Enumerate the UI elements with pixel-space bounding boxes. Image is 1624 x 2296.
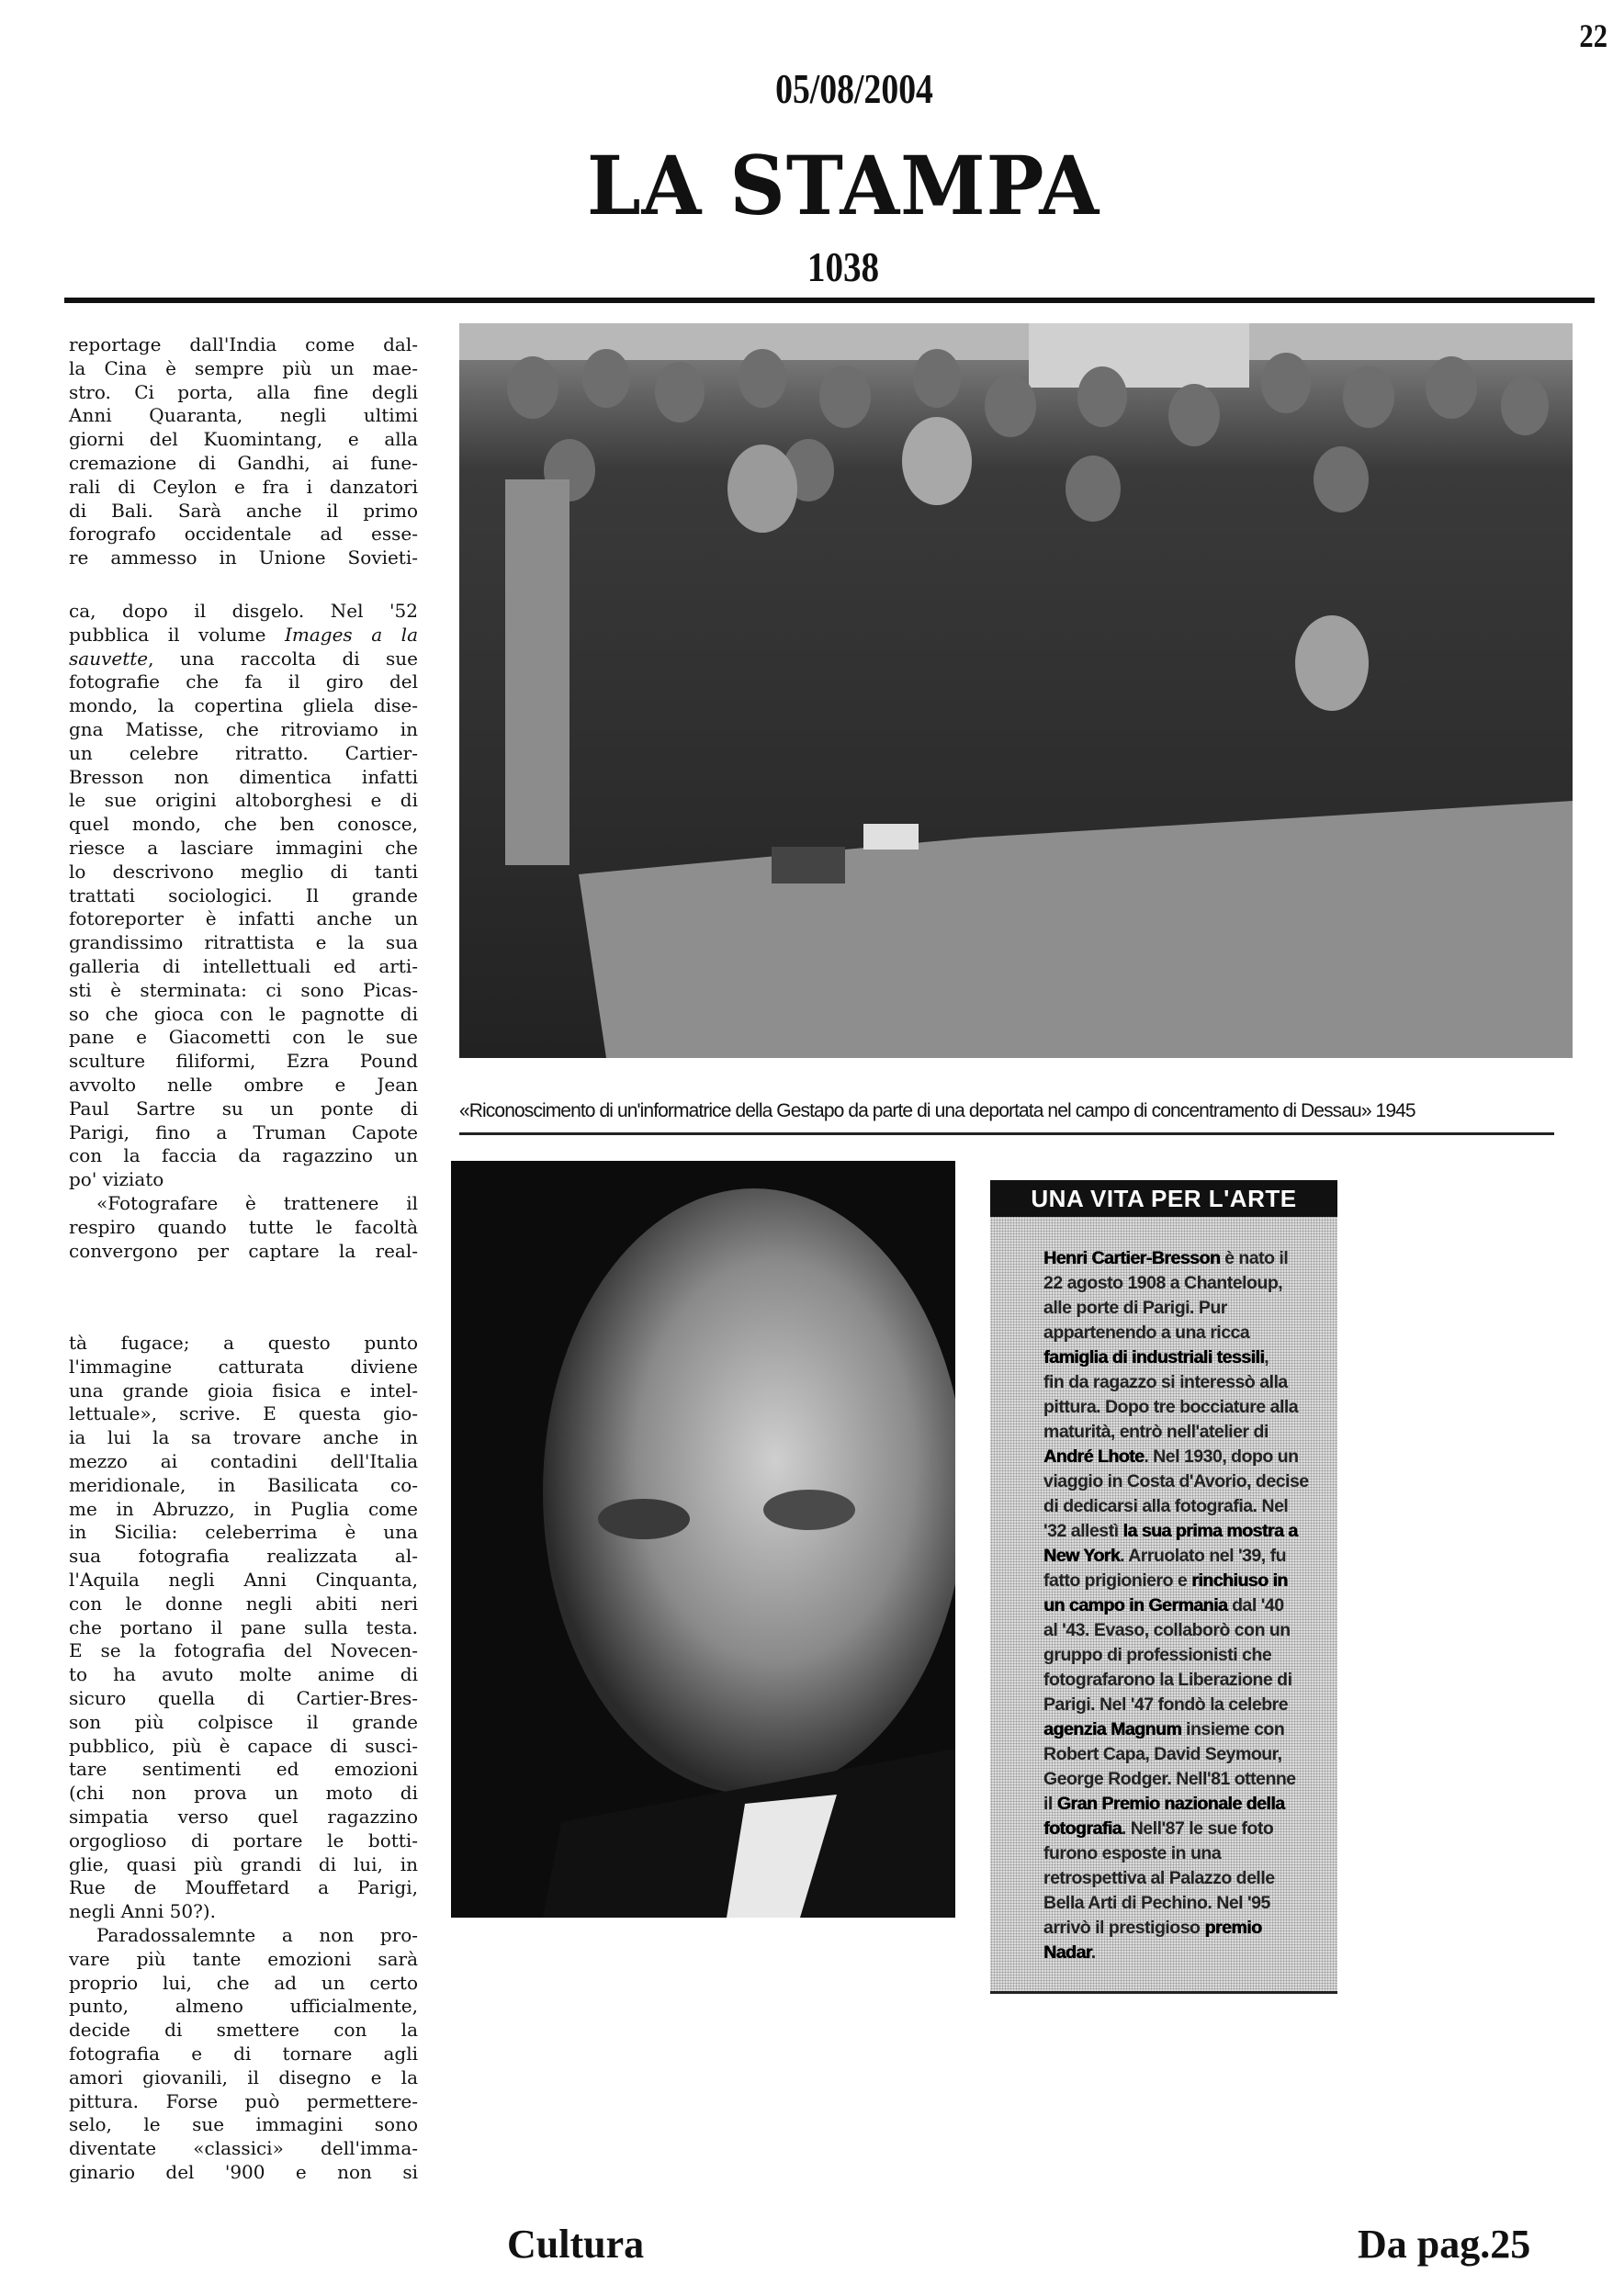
bold-text: Henri Cartier-Bresson: [1043, 1248, 1221, 1268]
text-line: simpatia verso quel ragazzino: [69, 1805, 418, 1828]
text-line: una grande gioia fisica e intel-: [69, 1379, 418, 1401]
text-line: pane e Giacometti con le sue: [69, 1026, 418, 1049]
text-line: viaggio in Costa d'Avorio, decise: [1043, 1471, 1309, 1491]
text-line: gna Matisse, che ritroviamo in: [69, 717, 418, 740]
article-column-block-1: [69, 333, 418, 570]
text-line: sti è sterminata: ci sono Picas-: [69, 978, 418, 1001]
bold-text: la sua prima mostra a: [1122, 1521, 1298, 1541]
text-line: tà fugace; a questo punto: [69, 1332, 418, 1354]
bold-text: rinchiuso in: [1191, 1570, 1288, 1591]
text-line: con la faccia da ragazzino un: [69, 1144, 418, 1167]
text-line: mezzo ai contadini dell'Italia: [69, 1449, 418, 1472]
text-segment: insieme con: [1181, 1719, 1285, 1739]
text-line: fotografarono la Liberazione di: [1043, 1670, 1292, 1690]
sidebar-title: UNA VITA PER L'ARTE: [990, 1180, 1337, 1217]
issue-number: 1038: [806, 243, 880, 290]
italic-text: Images a la: [285, 623, 418, 646]
text-line: stro. Ci porta, alla fine degli: [69, 380, 418, 403]
text-line: glie, quasi più grandi di lui, in: [69, 1852, 418, 1875]
text-line: fin da ragazzo si interessò alla: [1043, 1372, 1288, 1392]
text-line: (chi non prova un moto di: [69, 1782, 418, 1805]
text-line: pittura. Dopo tre bocciature alla: [1043, 1397, 1299, 1417]
text-line: decide di smettere con la: [69, 2019, 418, 2042]
text-line: pubblico, più è capace di susci-: [69, 1734, 418, 1757]
text-segment: .: [1090, 1942, 1096, 1963]
text-line: [1043, 1717, 1333, 1742]
text-line: [1043, 1544, 1333, 1569]
text-line: meridionale, in Basilicata co-: [69, 1473, 418, 1496]
text-line: che portano il pane sulla testa.: [69, 1615, 418, 1638]
text-line: [69, 647, 418, 671]
text-line: giorni del Kuomintang, e alla: [69, 428, 418, 451]
bold-text: fotografia: [1043, 1818, 1122, 1839]
text-line: l'immagine catturata diviene: [69, 1355, 418, 1378]
bold-text: premio: [1204, 1918, 1262, 1938]
text-line: respiro quando tutte le facoltà: [69, 1215, 418, 1238]
photo-caption: «Riconoscimento di un'informatrice della Gestapo da parte di una deportata nel campo di concentramento di Dessau» 1945: [459, 1100, 1415, 1121]
text-line: [1043, 1569, 1333, 1593]
text-line: son più colpisce il grande: [69, 1710, 418, 1733]
sidebar-body: [1043, 1246, 1333, 1965]
text-line: riesce a lasciare immagini che: [69, 836, 418, 859]
text-segment: arrivò il prestigioso: [1043, 1918, 1205, 1938]
text-line: di dedicarsi alla fotografia. Nel: [1043, 1496, 1289, 1516]
text-segment: è nato il: [1220, 1248, 1289, 1268]
footer-page-reference: Da pag.25: [1358, 2222, 1531, 2267]
text-line: George Rodger. Nell'81 ottenne: [1043, 1769, 1296, 1789]
bold-text: Gran Premio nazionale della: [1056, 1794, 1285, 1814]
text-line: negli Anni 50?).: [69, 1900, 216, 1923]
text-line: so che gioca con le pagnotte di: [69, 1002, 418, 1025]
text-line: po' viziato: [69, 1168, 164, 1191]
text-line: E se la fotografia del Novecen-: [69, 1639, 418, 1662]
text-line: amori giovanili, il disegno e la: [69, 2065, 418, 2088]
text-line: maturità, entrò nell'atelier di: [1043, 1422, 1269, 1442]
text-line: l'Aquila negli Anni Cinquanta,: [69, 1568, 418, 1591]
text-line: Bella Arti di Pechino. Nel '95: [1043, 1893, 1270, 1913]
bold-text: agenzia Magnum: [1043, 1719, 1182, 1739]
text-line: appartenendo a una ricca: [1043, 1322, 1250, 1343]
text-line: un celebre ritratto. Cartier-: [69, 741, 418, 764]
bold-text: famiglia di industriali tessili: [1043, 1347, 1265, 1367]
bold-text: Nadar: [1043, 1942, 1091, 1963]
bold-text: un campo in Germania: [1043, 1595, 1228, 1615]
text-segment: pubblica il volume: [69, 623, 285, 646]
text-segment: fatto prigioniero e: [1043, 1570, 1192, 1591]
biography-sidebar: [990, 1180, 1337, 1994]
caption-rule: [459, 1132, 1554, 1135]
text-line: cremazione di Gandhi, ai fune-: [69, 451, 418, 474]
text-line: le sue origini altoborghesi e di: [69, 789, 418, 812]
text-line: sua fotografia realizzata al-: [69, 1545, 418, 1568]
text-line: Paradossalemnte a non pro-: [96, 1923, 418, 1946]
text-line: Parigi, fino a Truman Capote: [69, 1120, 418, 1143]
text-line: Anni Quaranta, negli ultimi: [69, 404, 418, 427]
text-line: proprio lui, che ad un certo: [69, 1971, 418, 1994]
text-line: furono esposte in una: [1043, 1843, 1222, 1863]
text-line: Rue de Mouffetard a Parigi,: [69, 1876, 418, 1899]
text-line: mondo, la copertina gliela dise-: [69, 694, 418, 717]
text-line: orgoglioso di portare le botti-: [69, 1829, 418, 1851]
text-line: fotografie che fa il giro del: [69, 670, 418, 693]
text-line: al '43. Evaso, collaborò con un: [1043, 1620, 1291, 1640]
text-segment: ,: [1264, 1347, 1269, 1367]
text-line: [1043, 1246, 1333, 1271]
text-segment: . Nell'87 le sue foto: [1121, 1818, 1274, 1839]
text-line: sculture filiformi, Ezra Pound: [69, 1050, 418, 1073]
text-line: quel mondo, che ben conosce,: [69, 813, 418, 836]
text-line: forografo occidentale ad esse-: [69, 523, 418, 546]
text-segment: il: [1043, 1794, 1057, 1814]
text-line: [1043, 1792, 1333, 1817]
text-line: 22 agosto 1908 a Chanteloup,: [1043, 1273, 1283, 1293]
text-line: in Sicilia: celeberrima è una: [69, 1521, 418, 1544]
photo-gestapo-informant-recognition: [459, 323, 1573, 1058]
text-line: con le donne negli abiti neri: [69, 1592, 418, 1615]
text-line: la Cina è sempre più un mae-: [69, 356, 418, 379]
text-line: ia lui la sa trovare anche in: [69, 1426, 418, 1449]
text-line: trattati sociologici. Il grande: [69, 884, 418, 906]
text-line: grandissimo ritrattista e la sua: [69, 931, 418, 954]
newspaper-masthead: LA STAMPA: [586, 138, 1100, 233]
text-line: Parigi. Nel '47 fondò la celebre: [1043, 1694, 1289, 1715]
text-line: [1043, 1345, 1333, 1370]
text-line: «Fotografare è trattenere il: [96, 1191, 418, 1214]
text-line: reportage dall'India come dal-: [69, 333, 418, 355]
text-line: convergono per captare la real-: [69, 1239, 418, 1262]
page-number: 22: [1579, 17, 1607, 54]
text-line: diventate «classici» dell'imma-: [69, 2137, 418, 2160]
text-segment: '32 allestì: [1043, 1521, 1123, 1541]
bold-text: New York: [1043, 1546, 1121, 1566]
text-line: Bresson non dimentica infatti: [69, 765, 418, 788]
text-line: tare sentimenti ed emozioni: [69, 1758, 418, 1781]
text-line: sicuro quella di Cartier-Bres-: [69, 1686, 418, 1709]
text-line: lettuale», scrive. E questa gio-: [69, 1402, 418, 1425]
portrait-photo-cartier-bresson: [451, 1161, 955, 1918]
text-line: re ammesso in Unione Sovieti-: [69, 546, 418, 569]
text-line: di Bali. Sarà anche il primo: [69, 499, 418, 522]
text-line: avvolto nelle ombre e Jean: [69, 1073, 418, 1096]
text-line: punto, almeno ufficialmente,: [69, 1995, 418, 2018]
text-line: me in Abruzzo, in Puglia come: [69, 1497, 418, 1520]
text-segment: . Nel 1930, dopo un: [1144, 1446, 1299, 1467]
text-line: alle porte di Parigi. Pur: [1043, 1298, 1227, 1318]
text-line: Paul Sartre su un ponte di: [69, 1097, 418, 1120]
text-segment: dal '40: [1227, 1595, 1284, 1615]
text-line: fotografia e di tornare agli: [69, 2042, 418, 2065]
article-column-block-3: [69, 1332, 418, 2185]
text-line: galleria di intellettuali ed arti-: [69, 954, 418, 977]
footer-section-name: Cultura: [507, 2222, 645, 2267]
text-line: retrospettiva al Palazzo delle: [1043, 1868, 1275, 1888]
text-line: rali di Ceylon e fra i danzatori: [69, 475, 418, 498]
italic-text: sauvette: [69, 647, 149, 670]
text-line: [69, 624, 418, 647]
text-segment: . Arruolato nel '39, fu: [1120, 1546, 1287, 1566]
header-rule: [64, 298, 1595, 303]
text-line: [1043, 1941, 1333, 1965]
text-line: fotoreporter è infatti anche un: [69, 907, 418, 930]
text-line: pittura. Forse può permettere-: [69, 2089, 418, 2112]
bold-text: André Lhote: [1043, 1446, 1145, 1467]
text-line: vare più tante emozioni sarà: [69, 1947, 418, 1970]
text-line: selo, le sue immagini sono: [69, 2113, 418, 2136]
text-line: [1043, 1445, 1333, 1469]
text-line: ca, dopo il disgelo. Nel '52: [69, 600, 418, 622]
text-line: ginario del '900 e non si: [69, 2160, 418, 2183]
article-column-block-2: [69, 600, 418, 1263]
text-line: gruppo di professionisti che: [1043, 1645, 1272, 1665]
text-line: [1043, 1519, 1333, 1544]
text-line: [1043, 1916, 1333, 1941]
text-line: Robert Capa, David Seymour,: [1043, 1744, 1282, 1764]
text-segment: , una raccolta di sue: [148, 647, 418, 670]
text-line: [1043, 1817, 1333, 1841]
text-line: [1043, 1593, 1333, 1618]
text-line: to ha avuto molte anime di: [69, 1663, 418, 1686]
text-line: lo descrivono meglio di tanti: [69, 860, 418, 883]
publication-date: 05/08/2004: [775, 65, 933, 112]
